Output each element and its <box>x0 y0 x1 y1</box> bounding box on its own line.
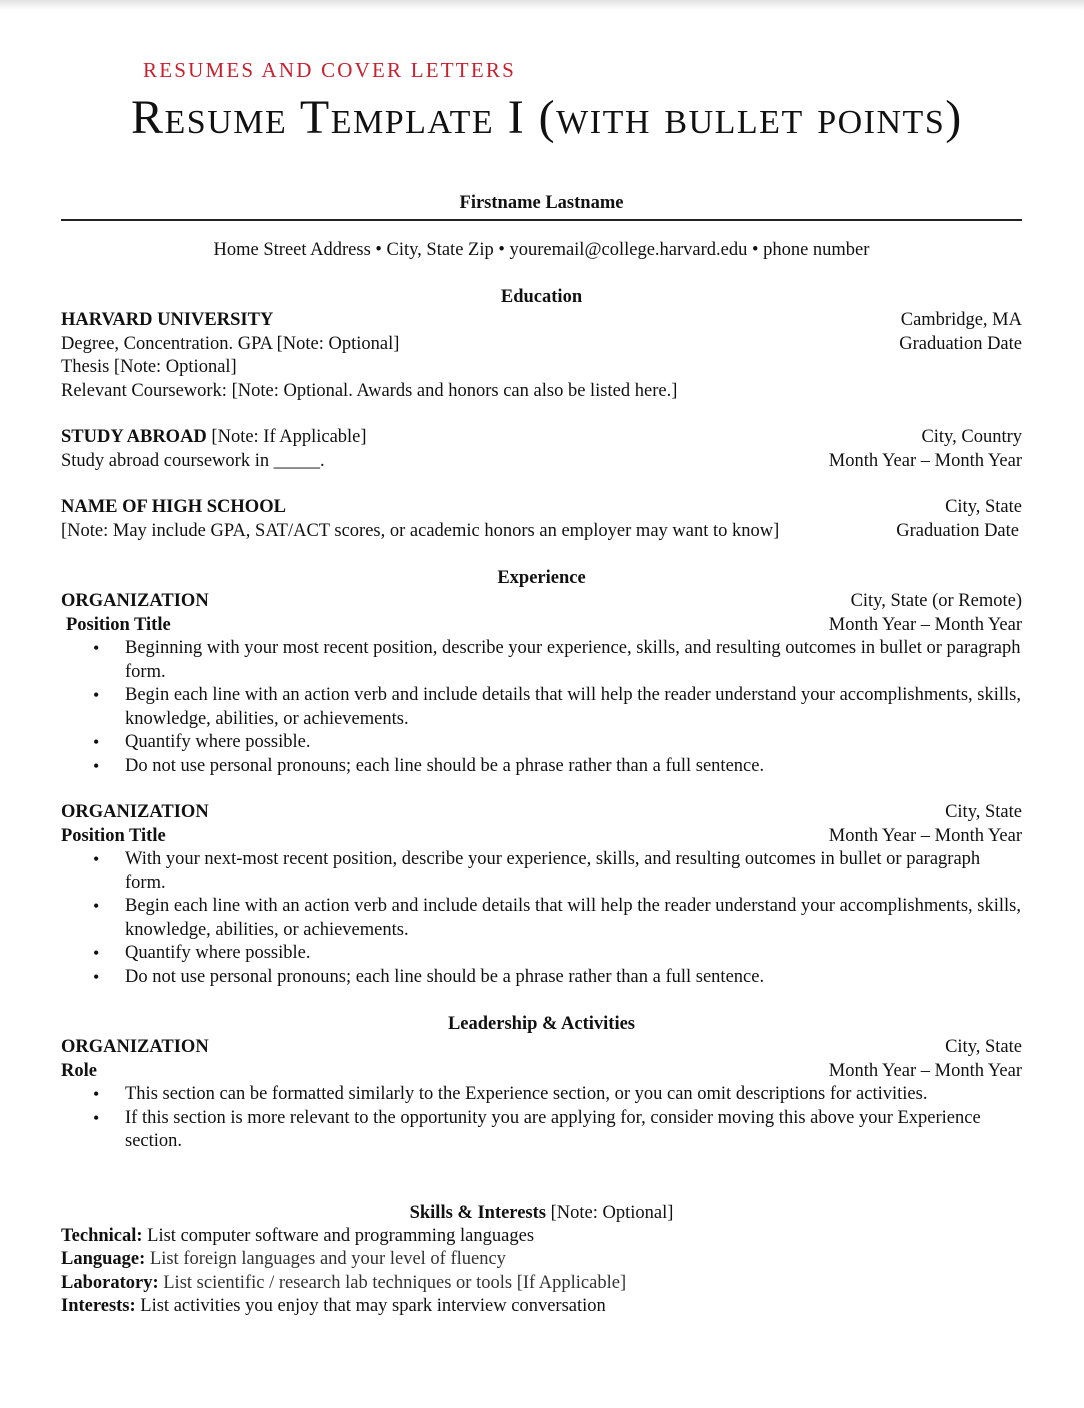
bullet-dot-icon: • <box>93 943 100 963</box>
bullet-list <box>61 637 1022 778</box>
bullet-dot-icon: • <box>93 755 100 776</box>
org-name: ORGANIZATION <box>61 802 209 822</box>
spacer <box>61 262 1022 285</box>
abroad-row <box>61 426 1022 450</box>
highschool-detail-row <box>61 520 1022 544</box>
spacer <box>61 1154 1022 1178</box>
abroad-detail-row <box>61 450 1022 474</box>
skill-label: Language: <box>61 1249 146 1269</box>
list-item <box>61 942 1022 966</box>
section-kicker: RESUMES AND COVER LETTERS <box>143 58 516 82</box>
skill-text: List activities you enjoy that may spark interview conversation <box>135 1296 606 1316</box>
bullet-text: Quantify where possible. <box>125 732 311 752</box>
bullet-text: Quantify where possible. <box>125 943 311 963</box>
org-location: City, State <box>945 1037 1022 1057</box>
org-row <box>61 801 1022 825</box>
bullet-text: If this section is more relevant to the opportunity you are applying for, consider moving this above your Experience section. <box>125 1107 981 1151</box>
skill-label: Laboratory: <box>61 1272 159 1293</box>
org-name: ORGANIZATION <box>61 591 209 611</box>
highschool-row <box>61 496 1022 520</box>
abroad-name: STUDY ABROAD <box>61 427 207 447</box>
skill-text: List scientific / research lab techniques or tools [If Applicable] <box>158 1272 627 1293</box>
bullet-text: This section can be formatted similarly to the Experience section, or you can omit descriptions for activities. <box>125 1084 928 1104</box>
bullet-dot-icon: • <box>93 732 100 752</box>
org-location: City, State (or Remote) <box>850 591 1022 611</box>
spacer <box>61 1178 1022 1201</box>
position-date: Month Year – Month Year <box>828 825 1022 846</box>
skills-heading-text: Skills & Interests <box>409 1202 546 1223</box>
highschool-location: City, State <box>945 497 1022 517</box>
skills-heading <box>61 1201 1022 1225</box>
list-item <box>61 848 1022 895</box>
position-row <box>61 614 1022 638</box>
skill-label: Interests: <box>61 1296 136 1316</box>
abroad-date: Month Year – Month Year <box>828 450 1022 471</box>
spacer <box>61 543 1022 566</box>
skill-item <box>61 1272 1022 1296</box>
spacer <box>61 989 1022 1012</box>
role-row <box>61 1060 1022 1084</box>
contact-line: Home Street Address • City, State Zip • youremail@college.harvard.edu • phone number <box>213 240 870 260</box>
list-item <box>61 755 1022 779</box>
list-item <box>61 1107 1022 1154</box>
bullet-dot-icon: • <box>93 1107 100 1128</box>
abroad-location: City, Country <box>921 427 1022 447</box>
thesis-line: Thesis [Note: Optional] <box>61 357 237 377</box>
degree-text: Degree, Concentration. GPA [Note: Optional] <box>61 333 400 354</box>
leadership-heading: Leadership & Activities <box>447 1014 636 1034</box>
university-name: HARVARD UNIVERSITY <box>61 310 274 330</box>
education-heading: Education <box>500 287 583 307</box>
list-item <box>61 731 1022 755</box>
skills-heading-note: [Note: Optional] <box>545 1202 674 1223</box>
resume-name: Firstname Lastname <box>459 193 624 213</box>
position-title: Position Title <box>61 825 166 846</box>
skill-text: List computer software and programming languages <box>142 1225 535 1246</box>
skills-list <box>61 1225 1022 1319</box>
resume-template <box>61 192 1022 1319</box>
graduation-date: Graduation Date <box>899 333 1022 354</box>
abroad-coursework: Study abroad coursework in _____. <box>61 450 325 471</box>
skill-item <box>61 1225 1022 1249</box>
experience-heading: Experience <box>497 568 586 588</box>
position-row <box>61 825 1022 849</box>
university-location: Cambridge, MA <box>900 310 1022 330</box>
highschool-date: Graduation Date <box>896 520 1019 541</box>
list-item <box>61 637 1022 684</box>
bullet-text: With your next-most recent position, describe your experience, skills, and resulting outcomes in bullet or paragraph form. <box>125 849 981 893</box>
highschool-note: [Note: May include GPA, SAT/ACT scores, or academic honors an employer may want to know] <box>61 520 780 541</box>
bullet-list <box>61 1083 1022 1154</box>
bullet-dot-icon: • <box>93 849 100 869</box>
org-row <box>61 1036 1022 1060</box>
name-divider <box>61 219 1022 221</box>
role-date: Month Year – Month Year <box>828 1060 1022 1081</box>
skill-item <box>61 1295 1022 1319</box>
org-name: ORGANIZATION <box>61 1037 209 1057</box>
position-title: Position Title <box>66 614 171 635</box>
bullet-dot-icon: • <box>93 638 100 658</box>
bullet-text: Begin each line with an action verb and include details that will help the reader understand your accomplishments, skills, knowledge, abilities, or achievements. <box>125 685 1021 729</box>
page-top-shadow <box>0 0 1084 10</box>
list-item <box>61 684 1022 731</box>
skill-item <box>61 1248 1022 1272</box>
list-item <box>61 966 1022 990</box>
abroad-note: [Note: If Applicable] <box>206 427 367 447</box>
spacer <box>61 778 1022 801</box>
org-row <box>61 590 1022 614</box>
bullet-text: Do not use personal pronouns; each line should be a phrase rather than a full sentence. <box>125 966 765 987</box>
page-title: Resume Template I (with bullet points) <box>131 91 963 144</box>
university-row <box>61 309 1022 333</box>
bullet-dot-icon: • <box>93 896 100 916</box>
highschool-name: NAME OF HIGH SCHOOL <box>61 497 286 517</box>
list-item <box>61 1083 1022 1107</box>
bullet-text: Beginning with your most recent position, describe your experience, skills, and resulting outcomes in bullet or paragraph form. <box>125 638 1021 682</box>
org-location: City, State <box>945 802 1022 822</box>
abroad-title <box>61 426 367 450</box>
degree-row <box>61 333 1022 357</box>
bullet-list <box>61 848 1022 989</box>
spacer <box>61 473 1022 496</box>
bullet-dot-icon: • <box>93 966 100 987</box>
spacer <box>61 403 1022 426</box>
bullet-text: Do not use personal pronouns; each line should be a phrase rather than a full sentence. <box>125 755 765 776</box>
skill-label: Technical: <box>61 1225 143 1246</box>
skill-text: List foreign languages and your level of fluency <box>145 1249 506 1269</box>
bullet-dot-icon: • <box>93 685 100 705</box>
list-item <box>61 895 1022 942</box>
coursework-line: Relevant Coursework: [Note: Optional. Awards and honors can also be listed here.] <box>61 380 678 401</box>
bullet-dot-icon: • <box>93 1084 100 1104</box>
bullet-text: Begin each line with an action verb and include details that will help the reader understand your accomplishments, skills, knowledge, abilities, or achievements. <box>125 896 1021 940</box>
role-title: Role <box>61 1060 97 1081</box>
position-date: Month Year – Month Year <box>828 614 1022 635</box>
